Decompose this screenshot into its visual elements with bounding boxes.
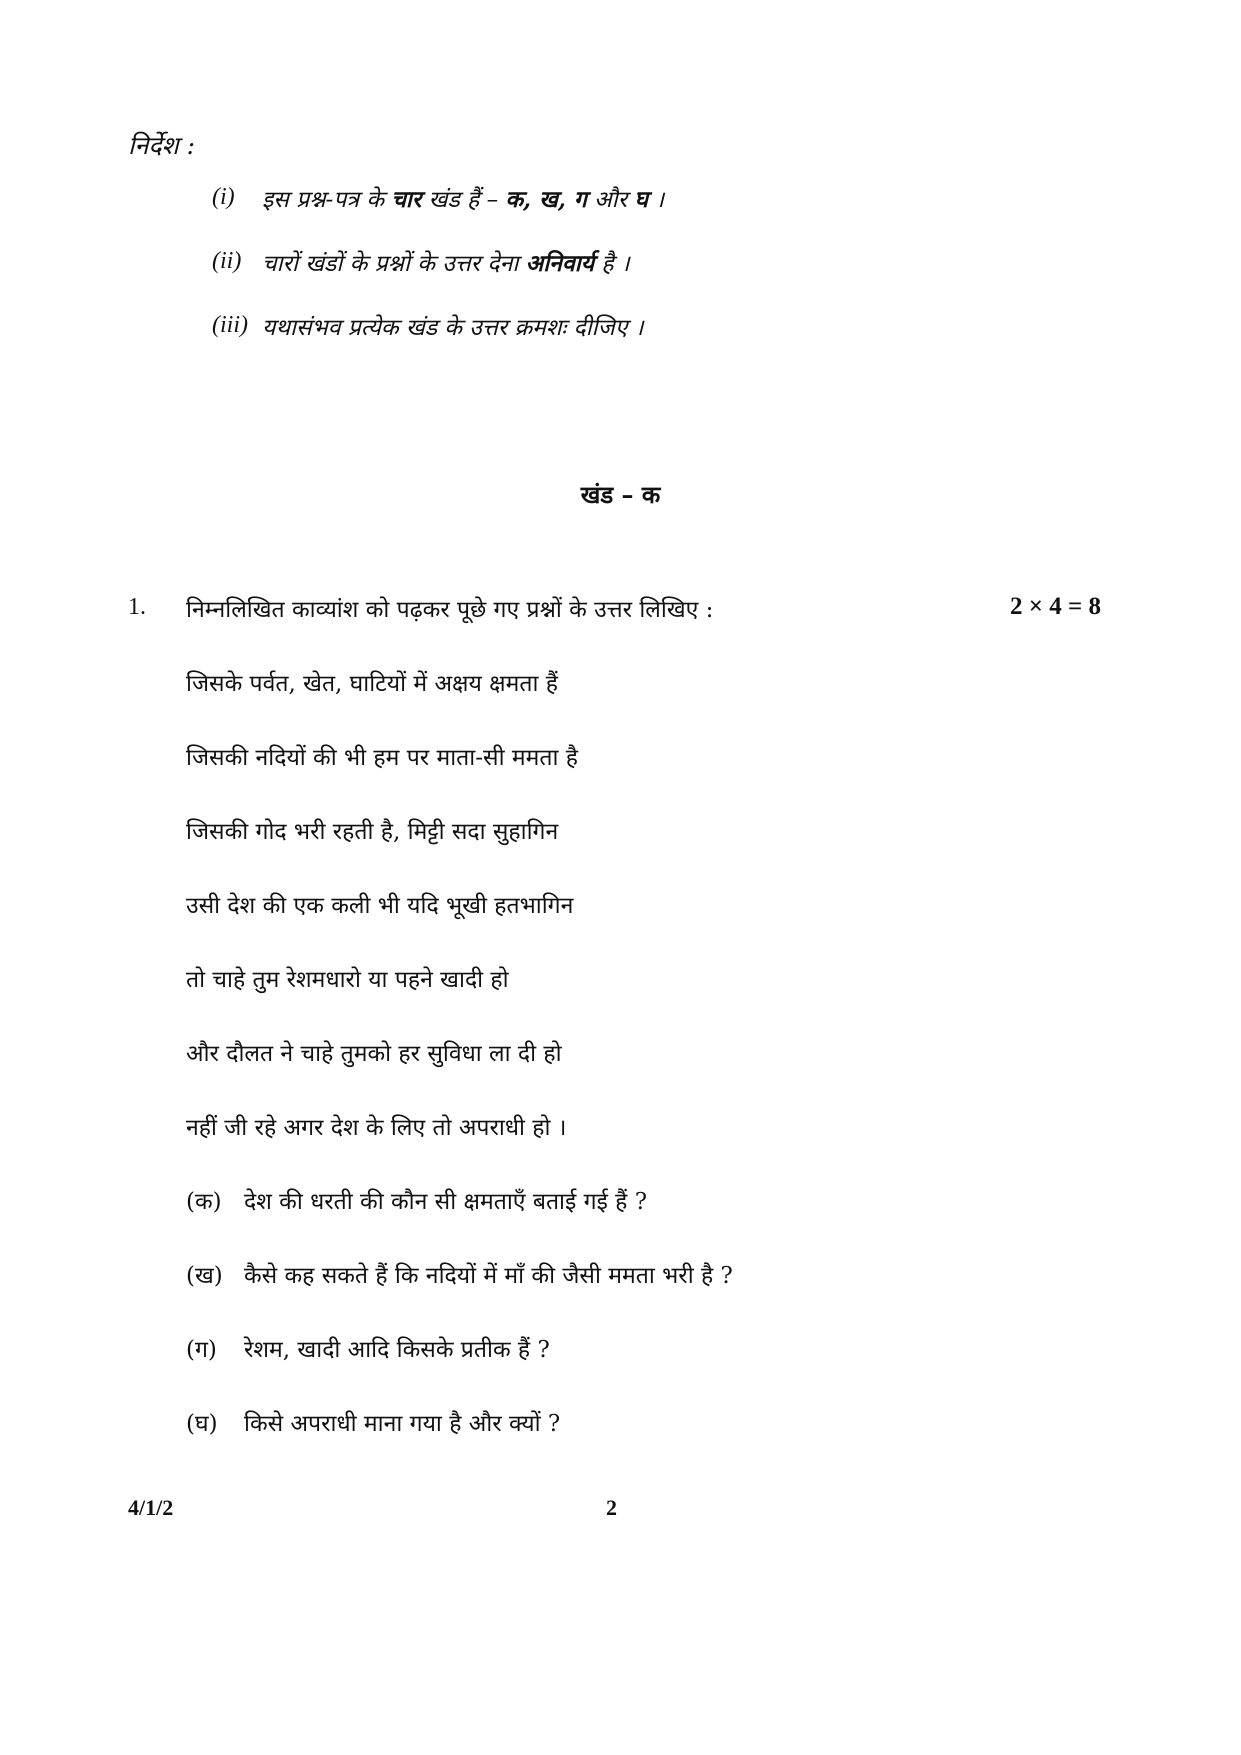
subquestion-text: कैसे कह सकते हैं कि नदियों में माँ की जैसी ममता भरी है ? <box>244 1263 733 1289</box>
subquestion-label: (घ) <box>186 1411 218 1437</box>
page-number: 2 <box>606 1495 617 1520</box>
poem-line: जिसकी नदियों की भी हम पर माता-सी ममता है <box>186 745 578 771</box>
question-marks: 2 × 4 = 8 <box>1010 593 1101 620</box>
instructions-heading: निर्देश : <box>128 131 195 160</box>
section-title: खंड – क <box>580 480 661 509</box>
subquestion-gha <box>186 1406 560 1438</box>
instruction-emphasis: चार <box>391 186 422 213</box>
subquestion-ga <box>186 1332 550 1364</box>
instruction-emphasis: घ <box>634 186 649 213</box>
instruction-item-2 <box>262 246 630 278</box>
instruction-text: है । <box>594 251 630 277</box>
subquestion-text: देश की धरती की कौन सी क्षमताएँ बताई गई हैं ? <box>244 1189 648 1215</box>
question-number: 1. <box>128 594 146 620</box>
instruction-text: यथासंभव प्रत्येक खंड के उत्तर क्रमशः दीजिए । <box>262 315 644 341</box>
subquestion-kha <box>186 1258 733 1290</box>
subquestion-label: (ख) <box>186 1263 223 1289</box>
question-text: निम्नलिखित काव्यांश को पढ़कर पूछे गए प्रश्नों के उत्तर लिखिए : <box>186 597 714 623</box>
subquestion-text: किसे अपराधी माना गया है और क्यों ? <box>244 1411 561 1437</box>
instruction-text: खंड हैं – <box>421 187 506 213</box>
instruction-item-1 <box>262 182 664 214</box>
poem-line: नहीं जी रहे अगर देश के लिए तो अपराधी हो । <box>186 1115 567 1141</box>
poem-line: और दौलत ने चाहे तुमको हर सुविधा ला दी हो <box>186 1041 562 1067</box>
instruction-number: (i) <box>212 184 235 210</box>
instruction-text: । <box>648 187 665 213</box>
instruction-text: और <box>586 187 635 213</box>
paper-code: 4/1/2 <box>128 1495 174 1520</box>
instruction-text: इस प्रश्न-पत्र के <box>262 187 392 213</box>
subquestion-label: (ग) <box>186 1337 217 1363</box>
instruction-emphasis: अनिवार्य <box>525 250 595 277</box>
instruction-text: चारों खंडों के प्रश्नों के उत्तर देना <box>262 251 526 277</box>
poem-line: तो चाहे तुम रेशमधारो या पहने खादी हो <box>186 967 509 993</box>
subquestion-ka <box>186 1184 647 1216</box>
subquestion-text: रेशम, खादी आदि किसके प्रतीक हैं ? <box>244 1337 550 1363</box>
subquestion-label: (क) <box>186 1189 222 1215</box>
instruction-emphasis: क, ख, ग <box>505 186 587 213</box>
poem-line: जिसकी गोद भरी रहती है, मिट्टी सदा सुहागिन <box>186 819 559 845</box>
instruction-number: (iii) <box>212 312 248 338</box>
poem-line: जिसके पर्वत, खेत, घाटियों में अक्षय क्षमता हैं <box>186 671 558 697</box>
poem-line: उसी देश की एक कली भी यदि भूखी हतभागिन <box>186 893 574 919</box>
instruction-number: (ii) <box>212 248 242 274</box>
instruction-item-3 <box>262 310 643 342</box>
